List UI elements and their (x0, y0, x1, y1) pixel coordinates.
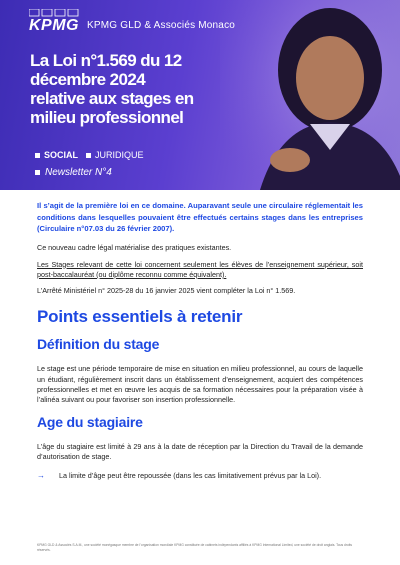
tag-label: SOCIAL (44, 150, 79, 160)
paragraph: Ce nouveau cadre légal matérialise des pratiques existantes. (37, 242, 232, 252)
title-line: décembre 2024 (30, 70, 146, 89)
age-paragraph: L’âge du stagiaire est limité à 29 ans à la date de réception par la Direction du Travail de la demande d’autorisation de stage. (37, 442, 363, 462)
square-bullet-icon (35, 153, 40, 158)
arrow-right-icon: → (37, 470, 45, 480)
subsection-title-definition: Définition du stage (37, 336, 160, 353)
section-title: Points essentiels à retenir (37, 307, 243, 327)
newsletter-title (30, 51, 230, 127)
bullet-text: La limite d’âge peut être repoussée (dans les cas limitativement prévus par la Loi). (59, 470, 322, 480)
kpmg-logo: KPMG (29, 17, 79, 34)
company-name: KPMG GLD & Associés Monaco (87, 20, 236, 31)
tag-social (35, 150, 78, 160)
square-bullet-icon (35, 170, 40, 175)
kpmg-logo-boxes-icon (29, 9, 81, 17)
hero-banner (0, 0, 400, 190)
subsection-title-age: Age du stagiaire (37, 414, 143, 431)
tag-juridique (86, 150, 144, 160)
square-bullet-icon (86, 153, 91, 158)
title-line: milieu professionnel (30, 108, 184, 127)
newsletter-label: Newsletter N°4 (45, 167, 112, 178)
hero-photo (220, 0, 400, 190)
intro-paragraph: Il s’agit de la première loi en ce domaine. Auparavant seule une circulaire réglementait les conditions dans lesquelles pouvaient être effectués certains stages dans les entreprises (Circulaire n°07.03 du 26 février 2007). (37, 201, 363, 233)
title-line: La Loi n°1.569 du 12 (30, 51, 182, 70)
article-body (37, 200, 363, 481)
definition-paragraph: Le stage est une période temporaire de mise en situation en milieu professionnel, au cours de laquelle un étudiant, régulièrement inscrit dans un établissement d’enseignement, acquiert des compétences professionnelles et met en œuvre les acquis de sa formation nécessaires pour la préparation visée à l’alinéa suivant ou pour favoriser son insertion professionnelle. (37, 364, 363, 404)
paragraph: L’Arrêté Ministériel n° 2025-28 du 16 janvier 2025 vient compléter la Loi n° 1.569. (37, 286, 296, 296)
topic-tags (35, 150, 144, 160)
newsletter-number (35, 167, 112, 178)
tag-label: JURIDIQUE (95, 150, 144, 160)
footer-legal: KPMG GLD & Associés S.A.M., une société monégasque membre de l’organisation mondiale KPMG constituée de cabinets indépendants affiliés à KPMG International Limited, une société de droit anglais. Tous droits réservés. (37, 543, 353, 552)
paragraph-underlined: Les Stages relevant de cette loi concernent seulement les élèves de l’enseignement supérieur, soit post-baccalauréat (ou diplôme reconnu comme équivalent). (37, 259, 363, 279)
title-line: relative aux stages en (30, 89, 194, 108)
bullet-item (37, 471, 363, 481)
